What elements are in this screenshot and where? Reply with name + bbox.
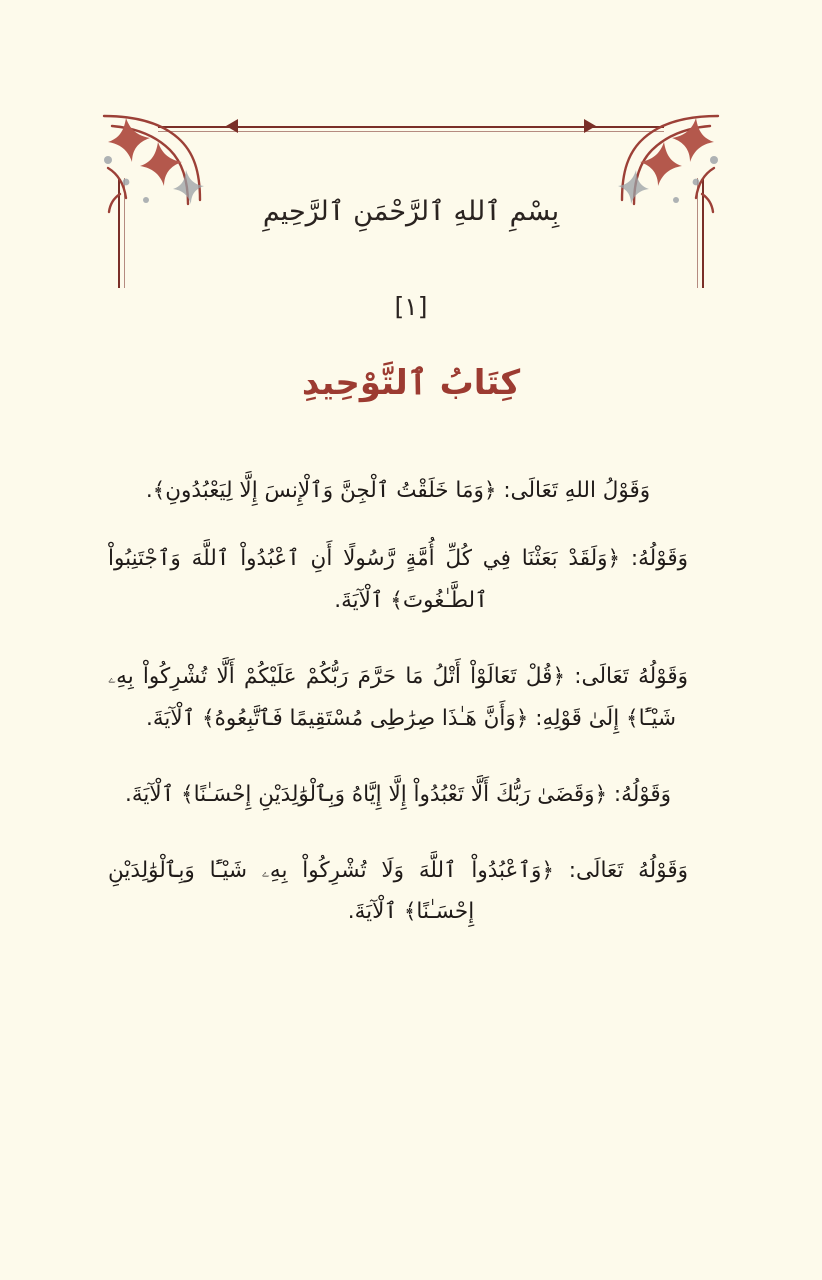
paragraph: وَقَوْلُهُ: ﴿وَلَقَدْ بَعَثْنَا فِي كُلِّ أُمَّةٍ رَّسُولًا أَنِ ٱعْبُدُواْ ٱللَّهَ وَٱجْتَنِبُواْ ٱلطَّـٰغُوتَ﴾ ٱلْآيَةَ.	[108, 545, 688, 613]
paragraph: وَقَوْلُهُ تَعَالَى: ﴿وَٱعْبُدُواْ ٱللَّهَ وَلَا تُشْرِكُواْ بِهِۦ شَيْـًٔا وَبِٱلْوَٰلِدَيْنِ إِحْسَـٰنًا﴾ ٱلْآيَةَ.	[108, 857, 688, 925]
border-right-line	[702, 178, 704, 288]
basmala-line: بِسْمِ ٱللهِ ٱلرَّحْمَنِ ٱلرَّحِيمِ	[262, 196, 560, 227]
border-top-line	[158, 126, 664, 128]
border-left-line-secondary	[124, 178, 125, 288]
paragraph: وَقَوْلُهُ تَعَالَى: ﴿قُلْ تَعَالَوْاْ أَتْلُ مَا حَرَّمَ رَبُّكُمْ عَلَيْكُمْ أَلَّا تُشْرِكُواْ بِهِۦ شَيْـًٔا﴾ إِلَىٰ قَوْلِهِ: ﴿وَأَنَّ هَـٰذَا صِرَٰطِى مُسْتَقِيمًا فَٱتَّبِعُوهُ﴾ ٱلْآيَةَ.	[108, 663, 688, 731]
chapter-title: كِتَابُ ٱلتَّوْحِيدِ	[301, 363, 521, 403]
paragraph: وَقَوْلُهُ: ﴿وَقَضَىٰ رَبُّكَ أَلَّا تَعْبُدُواْ إِلَّا إِيَّاهُ وَبِٱلْوَٰلِدَيْنِ إِحْسَـٰنًا﴾ ٱلْآيَةَ.	[124, 781, 672, 807]
paragraph: وَقَوْلُ اللهِ تَعَالَى: ﴿وَمَا خَلَقْتُ ٱلْجِنَّ وَٱلْإِنسَ إِلَّا لِيَعْبُدُونِ﴾.	[145, 478, 651, 503]
page-number: [١]	[394, 292, 428, 321]
border-arrow-left-icon	[226, 119, 238, 133]
body-text	[108, 470, 714, 959]
border-top-line-secondary	[158, 131, 664, 132]
border-left-line	[118, 178, 120, 288]
border-right-line-secondary	[697, 178, 698, 288]
border-arrow-right-icon	[584, 119, 596, 133]
